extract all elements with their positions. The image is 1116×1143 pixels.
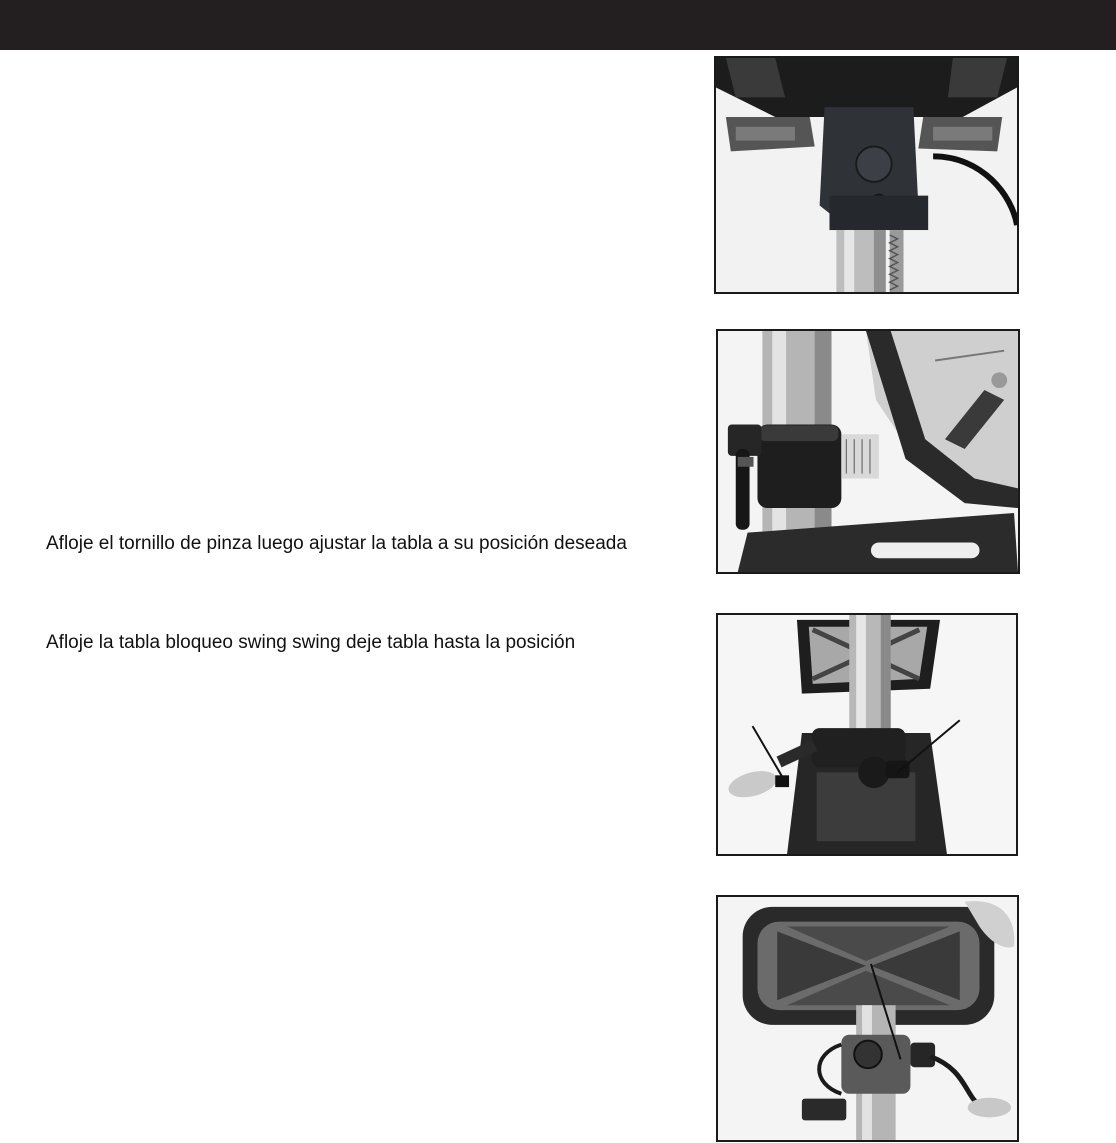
photo-column-collar [716,329,1020,574]
instruction-swing-lock: Afloje la tabla bloqueo swing swing deje tabla hasta la posición [46,632,576,653]
table-bracket-on-column-rack-icon [716,58,1017,292]
photo-swing-lock [716,613,1018,856]
column-collar-clamp-handle-icon [718,331,1018,572]
photo-table-underside [716,895,1019,1142]
swing-lock-handles-icon [718,615,1016,854]
instruction-clamp-bolt: Afloje el tornillo de pinza luego ajustar la tabla a su posición deseada [46,533,627,554]
photo-table-bracket [714,56,1019,294]
header-bar [0,0,1116,50]
table-underside-crank-icon [718,897,1017,1140]
